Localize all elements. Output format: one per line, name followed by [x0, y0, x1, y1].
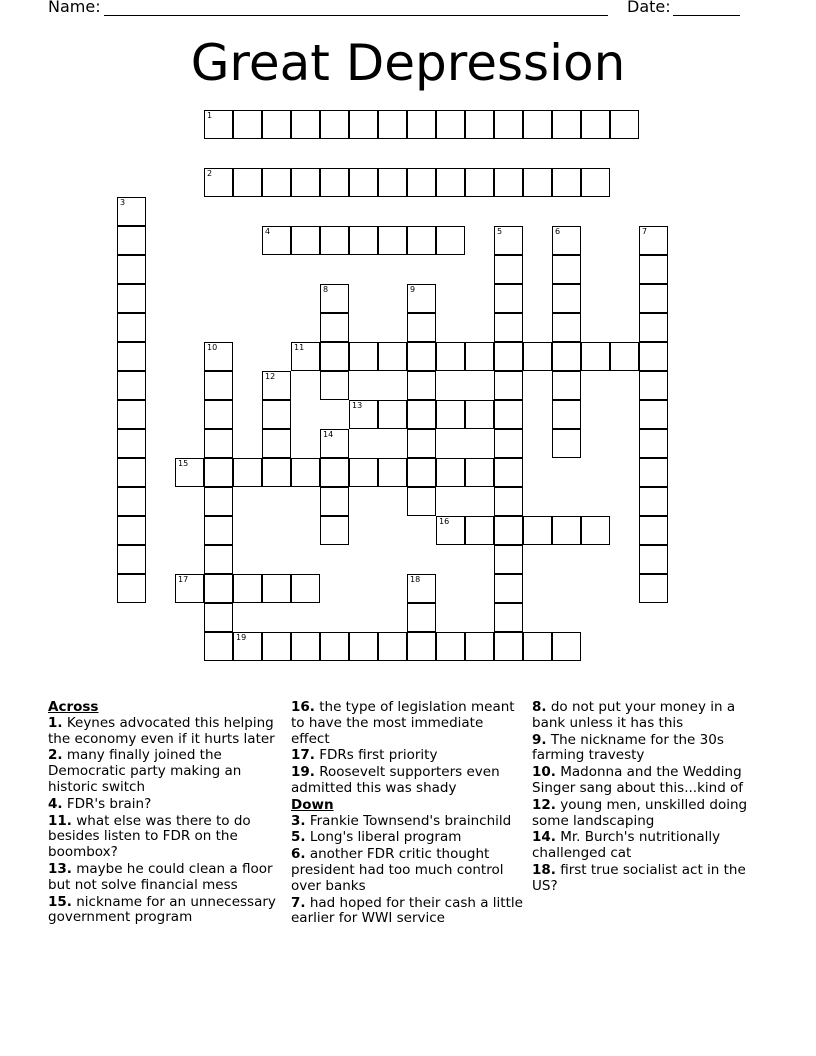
grid-cell[interactable]	[117, 255, 146, 284]
grid-cell[interactable]	[523, 632, 552, 661]
grid-cell[interactable]	[291, 226, 320, 255]
grid-cell[interactable]	[291, 342, 320, 371]
grid-cell[interactable]	[407, 371, 436, 400]
grid-cell[interactable]	[494, 226, 523, 255]
grid-cell[interactable]	[552, 255, 581, 284]
grid-cell[interactable]	[175, 458, 204, 487]
grid-cell[interactable]	[407, 226, 436, 255]
grid-cell[interactable]	[233, 458, 262, 487]
grid-cell[interactable]	[262, 226, 291, 255]
grid-cell[interactable]	[639, 226, 668, 255]
grid-cell[interactable]	[117, 226, 146, 255]
grid-cell[interactable]	[581, 110, 610, 139]
down-heading: Down	[291, 796, 334, 813]
clue-across-19: 19. Roosevelt supporters even admitted this was shady	[291, 764, 500, 796]
grid-cell[interactable]	[639, 545, 668, 574]
clue-number: 8	[323, 285, 329, 294]
grid-cell[interactable]	[407, 284, 436, 313]
grid-cell[interactable]	[407, 487, 436, 516]
grid-cell[interactable]	[320, 342, 349, 371]
grid-cell[interactable]	[117, 487, 146, 516]
grid-cell[interactable]	[291, 110, 320, 139]
grid-cell[interactable]	[262, 400, 291, 429]
clues-column-3	[532, 700, 768, 896]
grid-cell[interactable]	[320, 632, 349, 661]
grid-cell[interactable]	[204, 574, 233, 603]
grid-cell[interactable]	[552, 226, 581, 255]
grid-cell[interactable]	[552, 632, 581, 661]
grid-cell[interactable]	[233, 168, 262, 197]
grid-cell[interactable]	[552, 400, 581, 429]
grid-cell[interactable]	[494, 516, 523, 545]
grid-cell[interactable]	[204, 110, 233, 139]
grid-cell[interactable]	[436, 458, 465, 487]
grid-cell[interactable]	[349, 342, 378, 371]
grid-cell[interactable]	[639, 371, 668, 400]
grid-cell[interactable]	[349, 226, 378, 255]
grid-cell[interactable]	[117, 574, 146, 603]
clue-number: 15	[178, 459, 189, 468]
grid-cell[interactable]	[494, 400, 523, 429]
grid-cell[interactable]	[204, 400, 233, 429]
clue-across-13: 13. maybe he could clean a floor but not solve financial mess	[48, 860, 273, 893]
grid-cell[interactable]	[233, 110, 262, 139]
clue-across-2: 2. many finally joined the Democratic party making an historic switch	[48, 747, 242, 795]
grid-cell[interactable]	[320, 458, 349, 487]
grid-cell[interactable]	[552, 342, 581, 371]
grid-cell[interactable]	[552, 516, 581, 545]
grid-cell[interactable]	[465, 168, 494, 197]
clue-number: 4	[265, 227, 271, 236]
clue-across-1: 1. Keynes advocated this helping the economy even if it hurts later	[48, 714, 275, 747]
grid-cell[interactable]	[378, 632, 407, 661]
clue-number: 10	[207, 343, 218, 352]
grid-cell[interactable]	[378, 110, 407, 139]
grid-cell[interactable]	[349, 458, 378, 487]
grid-cell[interactable]	[639, 400, 668, 429]
clue-number: 5	[497, 227, 503, 236]
clue-number: 19	[236, 633, 247, 642]
grid-cell[interactable]	[204, 342, 233, 371]
clue-down-5: 5. Long's liberal program	[291, 829, 462, 846]
grid-cell[interactable]	[552, 284, 581, 313]
grid-cell[interactable]	[204, 632, 233, 661]
clue-number: 3	[120, 198, 126, 207]
grid-cell[interactable]	[262, 429, 291, 458]
clue-number: 7	[642, 227, 648, 236]
clues-column-2	[291, 700, 523, 928]
grid-cell[interactable]	[436, 342, 465, 371]
grid-cell[interactable]	[262, 574, 291, 603]
grid-cell[interactable]	[494, 371, 523, 400]
grid-cell[interactable]	[262, 168, 291, 197]
grid-cell[interactable]	[204, 516, 233, 545]
grid-cell[interactable]	[494, 545, 523, 574]
grid-cell[interactable]	[407, 632, 436, 661]
clue-down-7: 7. had hoped for their cash a little earlier for WWI service	[291, 894, 523, 927]
grid-cell[interactable]	[117, 371, 146, 400]
grid-cell[interactable]	[117, 342, 146, 371]
clue-across-15: 15. nickname for an unnecessary government program	[48, 893, 276, 926]
grid-cell[interactable]	[117, 429, 146, 458]
clue-number: 2	[207, 169, 213, 178]
grid-cell[interactable]	[465, 516, 494, 545]
grid-cell[interactable]	[378, 342, 407, 371]
grid-cell[interactable]	[378, 168, 407, 197]
grid-cell[interactable]	[552, 313, 581, 342]
grid-cell[interactable]	[204, 545, 233, 574]
grid-cell[interactable]	[291, 574, 320, 603]
grid-cell[interactable]	[407, 313, 436, 342]
grid-cell[interactable]	[407, 603, 436, 632]
grid-cell[interactable]	[407, 429, 436, 458]
grid-cell[interactable]	[581, 342, 610, 371]
grid-cell[interactable]	[407, 574, 436, 603]
clues-column-1	[48, 700, 284, 927]
grid-cell[interactable]	[117, 313, 146, 342]
grid-cell[interactable]	[639, 487, 668, 516]
grid-cell[interactable]	[523, 168, 552, 197]
grid-cell[interactable]	[436, 168, 465, 197]
grid-cell[interactable]	[117, 400, 146, 429]
grid-cell[interactable]	[291, 458, 320, 487]
clue-down-9: 9. The nickname for the 30s farming travesty	[532, 731, 724, 764]
grid-cell[interactable]	[494, 313, 523, 342]
grid-cell[interactable]	[407, 400, 436, 429]
grid-cell[interactable]	[117, 458, 146, 487]
grid-cell[interactable]	[494, 342, 523, 371]
date-label: Date:	[627, 0, 671, 16]
grid-cell[interactable]	[465, 400, 494, 429]
clue-down-10: 10. Madonna and the Wedding Singer sang about this...kind of	[532, 764, 744, 796]
grid-cell[interactable]	[465, 458, 494, 487]
grid-cell[interactable]	[639, 574, 668, 603]
grid-cell[interactable]	[436, 400, 465, 429]
clue-number: 11	[294, 343, 305, 352]
grid-cell[interactable]	[204, 429, 233, 458]
grid-cell[interactable]	[639, 255, 668, 284]
grid-cell[interactable]	[465, 632, 494, 661]
grid-cell[interactable]	[436, 226, 465, 255]
grid-cell[interactable]	[407, 110, 436, 139]
grid-cell[interactable]	[523, 342, 552, 371]
clue-down-14: 14. Mr. Burch's nutritionally challenged cat	[532, 829, 721, 862]
grid-cell[interactable]	[378, 226, 407, 255]
clue-down-8: 8. do not put your money in a bank unless it has this	[532, 699, 736, 731]
grid-cell[interactable]	[639, 516, 668, 545]
grid-cell[interactable]	[117, 197, 146, 226]
grid-cell[interactable]	[639, 313, 668, 342]
clue-number: 1	[207, 111, 213, 120]
grid-cell[interactable]	[552, 110, 581, 139]
grid-cell[interactable]	[320, 168, 349, 197]
name-label: Name:	[48, 0, 101, 16]
grid-cell[interactable]	[581, 168, 610, 197]
clue-down-3: 3. Frankie Townsend's brainchild	[291, 812, 512, 829]
grid-cell[interactable]	[320, 226, 349, 255]
grid-cell[interactable]	[494, 632, 523, 661]
grid-cell[interactable]	[291, 632, 320, 661]
grid-cell[interactable]	[436, 110, 465, 139]
grid-cell[interactable]	[494, 429, 523, 458]
grid-cell[interactable]	[610, 110, 639, 139]
grid-cell[interactable]	[639, 458, 668, 487]
clue-number: 9	[410, 285, 416, 294]
clue-across-11: 11. what else was there to do besides listen to FDR on the boombox?	[48, 812, 251, 861]
page-title: Great Depression	[190, 34, 626, 92]
grid-cell[interactable]	[349, 168, 378, 197]
grid-cell[interactable]	[552, 168, 581, 197]
grid-cell[interactable]	[436, 632, 465, 661]
grid-cell[interactable]	[175, 574, 204, 603]
clue-number: 14	[323, 430, 334, 439]
grid-cell[interactable]	[407, 342, 436, 371]
clue-down-12: 12. young men, unskilled doing some landscaping	[532, 796, 748, 829]
grid-cell[interactable]	[349, 400, 378, 429]
grid-cell[interactable]	[117, 284, 146, 313]
grid-cell[interactable]	[320, 110, 349, 139]
grid-cell[interactable]	[552, 371, 581, 400]
grid-cell[interactable]	[494, 284, 523, 313]
grid-cell[interactable]	[204, 371, 233, 400]
clue-down-18: 18. first true socialist act in the US?	[532, 861, 746, 894]
grid-cell[interactable]	[262, 371, 291, 400]
grid-cell[interactable]	[262, 632, 291, 661]
grid-cell[interactable]	[117, 516, 146, 545]
grid-cell[interactable]	[233, 574, 262, 603]
grid-cell[interactable]	[494, 255, 523, 284]
clue-number: 13	[352, 401, 363, 410]
grid-cell[interactable]	[204, 487, 233, 516]
grid-cell[interactable]	[494, 458, 523, 487]
grid-cell[interactable]	[204, 603, 233, 632]
grid-cell[interactable]	[494, 168, 523, 197]
grid-cell[interactable]	[233, 632, 262, 661]
grid-cell[interactable]	[320, 284, 349, 313]
grid-cell[interactable]	[320, 516, 349, 545]
grid-cell[interactable]	[494, 574, 523, 603]
grid-cell[interactable]	[320, 429, 349, 458]
clue-number: 17	[178, 575, 189, 584]
grid-cell[interactable]	[378, 458, 407, 487]
grid-cell[interactable]	[494, 110, 523, 139]
grid-cell[interactable]	[378, 400, 407, 429]
grid-cell[interactable]	[581, 516, 610, 545]
grid-cell[interactable]	[436, 516, 465, 545]
clue-number: 16	[439, 517, 450, 526]
grid-cell[interactable]	[639, 342, 668, 371]
grid-cell[interactable]	[320, 487, 349, 516]
grid-cell[interactable]	[610, 342, 639, 371]
grid-cell[interactable]	[407, 458, 436, 487]
grid-cell[interactable]	[523, 110, 552, 139]
grid-cell[interactable]	[465, 110, 494, 139]
across-heading: Across	[48, 699, 99, 715]
grid-cell[interactable]	[349, 632, 378, 661]
grid-cell[interactable]	[117, 545, 146, 574]
clue-across-17: 17. FDRs first priority	[291, 747, 438, 764]
grid-cell[interactable]	[291, 168, 320, 197]
grid-cell[interactable]	[349, 110, 378, 139]
clue-number: 12	[265, 372, 276, 381]
grid-cell[interactable]	[262, 110, 291, 139]
clue-number: 18	[410, 575, 421, 584]
grid-cell[interactable]	[204, 168, 233, 197]
clue-down-6: 6. another FDR critic thought president had too much control over banks	[291, 846, 504, 894]
grid-cell[interactable]	[552, 429, 581, 458]
clue-number: 6	[555, 227, 561, 236]
grid-cell[interactable]	[204, 458, 233, 487]
grid-cell[interactable]	[494, 487, 523, 516]
clue-across-16: 16. the type of legislation meant to have the most immediate effect	[291, 699, 515, 747]
grid-cell[interactable]	[262, 458, 291, 487]
grid-cell[interactable]	[639, 429, 668, 458]
clue-across-4: 4. FDR's brain?	[48, 795, 152, 812]
grid-cell[interactable]	[523, 516, 552, 545]
grid-cell[interactable]	[407, 168, 436, 197]
grid-cell[interactable]	[494, 603, 523, 632]
grid-cell[interactable]	[639, 284, 668, 313]
grid-cell[interactable]	[465, 342, 494, 371]
grid-cell[interactable]	[320, 371, 349, 400]
grid-cell[interactable]	[320, 313, 349, 342]
